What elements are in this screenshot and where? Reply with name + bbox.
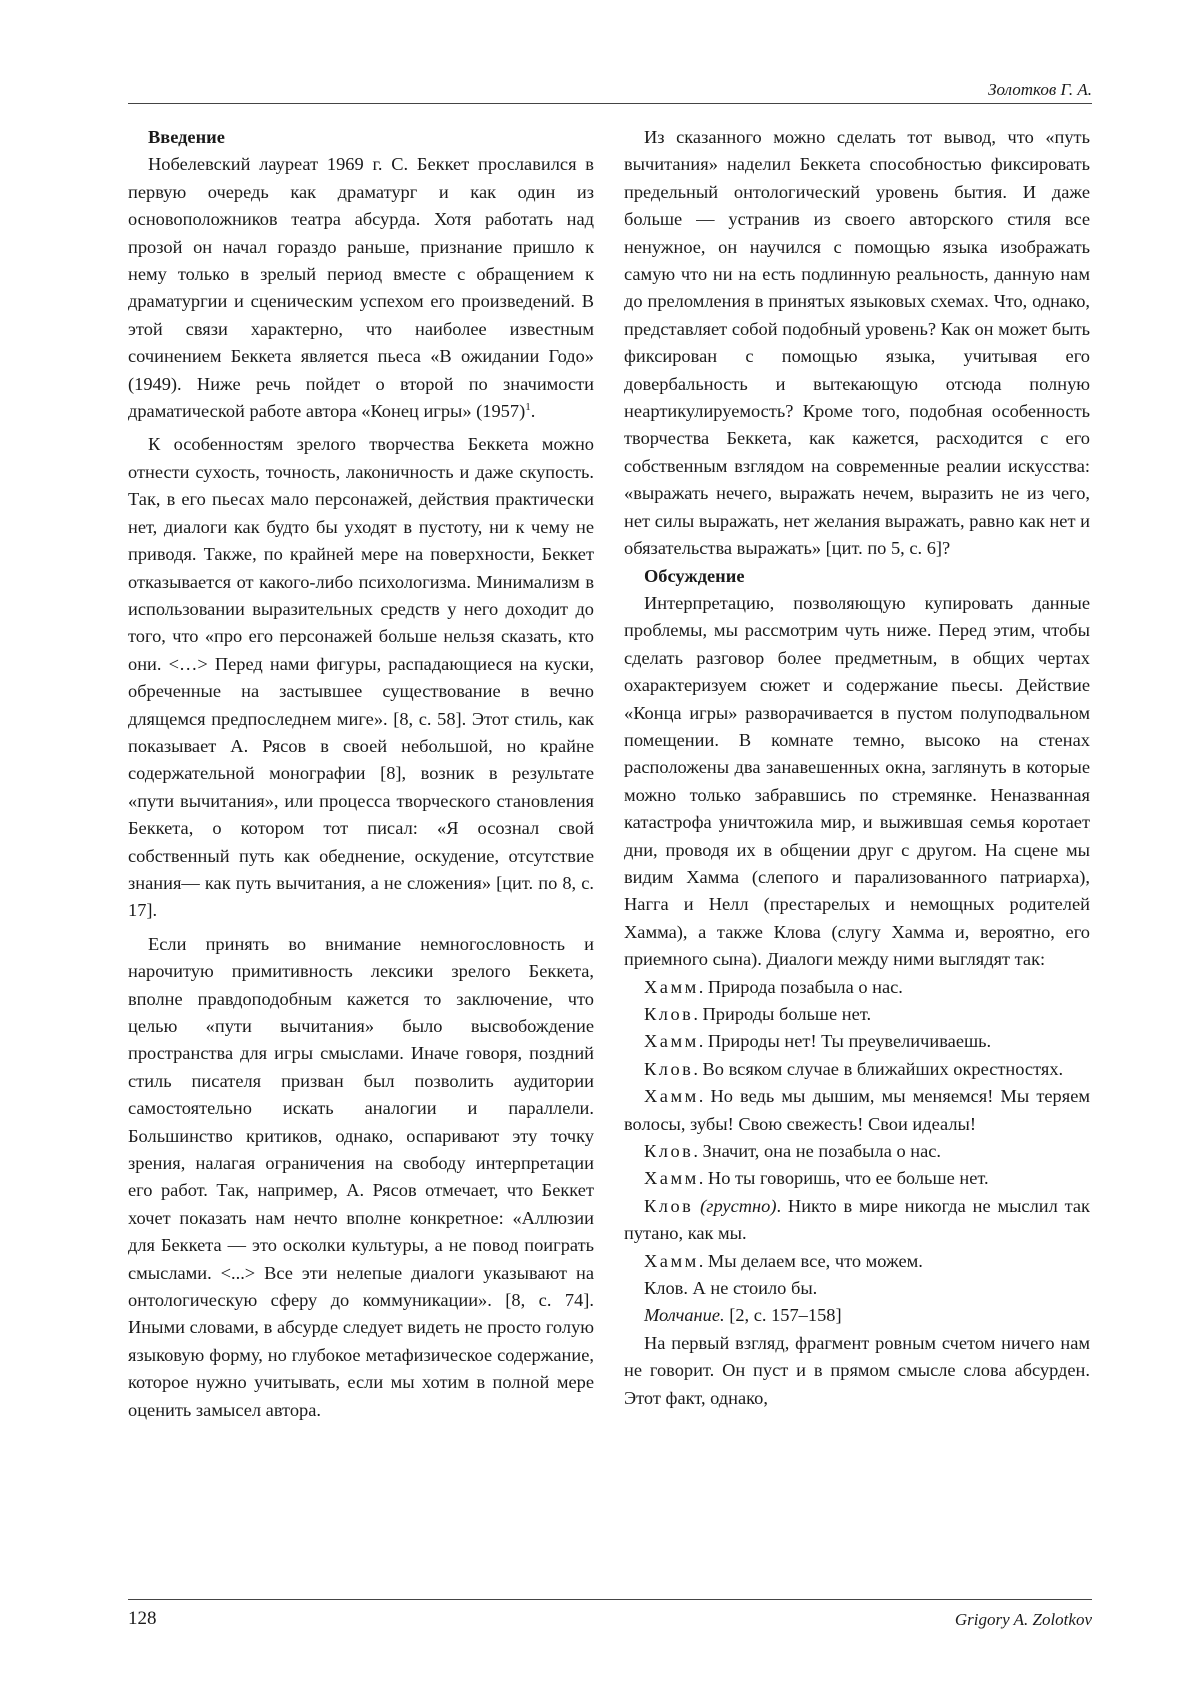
stage-direction-line: Молчание. [2, с. 157–158] (644, 1305, 842, 1326)
dialogue-line: Хамм. Мы делаем все, что можем. (644, 1250, 923, 1271)
dialogue-line: Хамм. Но ты говоришь, что ее больше нет. (644, 1168, 989, 1189)
speaker: Хамм (644, 1250, 699, 1271)
paragraph: Интерпретацию, позволяющую купировать данные проблемы, мы рассмотрим чуть ниже. Перед этим, чтобы сделать разговор более предметным, в общих чертах охарактеризуем сюжет и содержание пьесы. Действие «Конца игры» разворачивается в пустом полуподвальном помещении. В комнате темно, высоко на стенах расположены два занавешенных окна, заглянуть в которые можно только забравшись по стремянке. Неназванная катастрофа уничтожила мир, и выжившая семья коротает дни, проводя их в общении друг с другом. На сцене мы видим Хамма (слепого и парализованного патриарха), Нагга и Нелл (престарелых и немощных родителей Хамма), а также Клова (слугу Хамма и, вероятно, его приемного сына). Диалоги между ними выглядят так: (624, 592, 1090, 970)
dialogue-line: Клов. А не стоило бы. (644, 1278, 818, 1299)
footer-rule (128, 1599, 1092, 1600)
dialogue-line: Хамм. Но ведь мы дышим, мы меняемся! Мы теряем волосы, зубы! Свою свежесть! Свои идеалы! (624, 1086, 1090, 1134)
dialogue-line: Хамм. Природа позабыла о нас. (644, 976, 903, 997)
running-head-author: Золотков Г. А. (988, 80, 1092, 99)
paragraph: На первый взгляд, фрагмент ровным счетом ничего нам не говорит. Он пуст и в прямом смысле слова абсурден. Этот факт, однако, (624, 1332, 1090, 1408)
dialogue-line: Клов. Природы больше нет. (644, 1004, 872, 1024)
speaker: Клов (644, 1004, 694, 1024)
footer-author: Grigory A. Zolotkov (954, 1610, 1092, 1629)
header-rule (128, 103, 1092, 104)
section-heading-discussion: Обсуждение (644, 565, 745, 586)
page-number: 128 (128, 1608, 157, 1629)
stage-direction: (грустно) (700, 1195, 777, 1216)
speaker: Хамм (644, 1086, 699, 1107)
speaker: Клов (644, 1141, 694, 1162)
dialogue-line: Хамм. Природы нет! Ты преувеличиваешь. (644, 1031, 992, 1052)
dialogue-line: Клов (грустно). Никто в мире никогда не мыслил так путано, как мы. (624, 1195, 1090, 1244)
dialogue-line: Клов. Во всяком случае в ближайших окрестностях. (644, 1058, 1064, 1079)
paragraph: К особенностям зрелого творчества Беккета можно отнести сухость, точность, лаконичность и даже скупость. Так, в его пьесах мало персонажей, действия практически нет, диалоги как будто бы уходят в пустоту, ни к чему не приводя. Также, по крайней мере на поверхности, Беккет отказывается от какого-либо психологизма. Минимализм в использовании выразительных средств у него доходит до того, что «про его персонажей больше нельзя сказать, кто они. <…> Перед нами фигуры, распадающиеся на куски, обреченные на застывшее существование в вечно длящемся предпоследнем миге». [8, с. 58]. Этот стиль, как показывает А. Рясов в своей небольшой, но крайне содержательной монографии [8], возник в результате «пути вычитания», или процесса творческого становления Беккета, о котором тот писал: «Я осознал свой собственный путь как обеднение, оскудение, отсутствие знания— как путь вычитания, а не сложения» [цит. по 8, с. 17]. (128, 434, 594, 921)
section-heading-introduction: Введение (148, 127, 225, 147)
speaker: Хамм (644, 1031, 699, 1052)
paragraph: Нобелевский лауреат 1969 г. С. Беккет прославился в первую очередь как драматург и как один из основоположников театра абсурда. Хотя работать над прозой он начал гораздо раньше, признание пришло к нему только в зрелый период вместе с обращением к драматургии и сценическим успехом его произведений. В этой связи характерно, что наиболее известным сочинением Беккета является пьеса «В ожидании Годо» (1949). Ниже речь пойдет о второй по значимости драматической работе автора «Конец игры» $(1957)^1$. (128, 154, 594, 422)
left-column (128, 124, 594, 1424)
speaker: Хамм (644, 1168, 699, 1189)
speaker: Клов (644, 1195, 694, 1216)
paragraph: Если принять во внимание немногословность и нарочитую примитивность лексики зрелого Беккета, вполне правдоподобным кажется то заключение, что целью «пути вычитания» было высвобождение пространства для игры смыслами. Иначе говоря, поздний стиль писателя призван был позволить аудитории самостоятельно искать аналогии и параллели. Большинство критиков, однако, оспаривают эту точку зрения, налагая ограничения на свободу интерпретации его работ. Так, например, А. Рясов отмечает, что Беккет хочет показать нам нечто вполне конкретное: «Аллюзии для Беккета — это осколки культуры, а не повод поиграть смыслами. <...> Все эти нелепые диалоги указывают на онтологическую сферу до коммуникации». [8, с. 74]. Иными словами, в абсурде следует видеть не просто голую языковую форму, но глубокое метафизическое содержание, которое нужно учитывать, если мы хотим в полной мере оценить замысел автора. (128, 933, 594, 1420)
dialogue-line: Клов. Значит, она не позабыла о нас. (644, 1141, 942, 1162)
speaker: Хамм (644, 976, 699, 997)
paragraph: Из сказанного можно сделать тот вывод, что «путь вычитания» наделил Беккета способностью фиксировать предельный онтологический уровень бытия. И даже больше — устранив из своего авторского стиля все ненужное, он научился с помощью языка изображать самую что ни на есть подлинную реальность, данную нам до преломления в принятых языковых схемах. Что, однако, представляет собой подобный уровень? Как он может быть фиксирован с помощью языка, учитывая его довербальность и вытекающую отсюда полную неартикулируемость? Кроме того, подобная особенность творчества Беккета, как кажется, расходится с его собственным взглядом на современные реалии искусства: «выражать нечего, выражать нечем, выразить не из чего, нет силы выражать, нет желания выражать, равно как нет и обязательства выражать» [цит. по 5, с. 6]? (624, 127, 1090, 559)
footnote-marker[interactable]: 1 (525, 400, 531, 413)
right-column (624, 124, 1090, 1412)
speaker: Клов (644, 1058, 694, 1079)
